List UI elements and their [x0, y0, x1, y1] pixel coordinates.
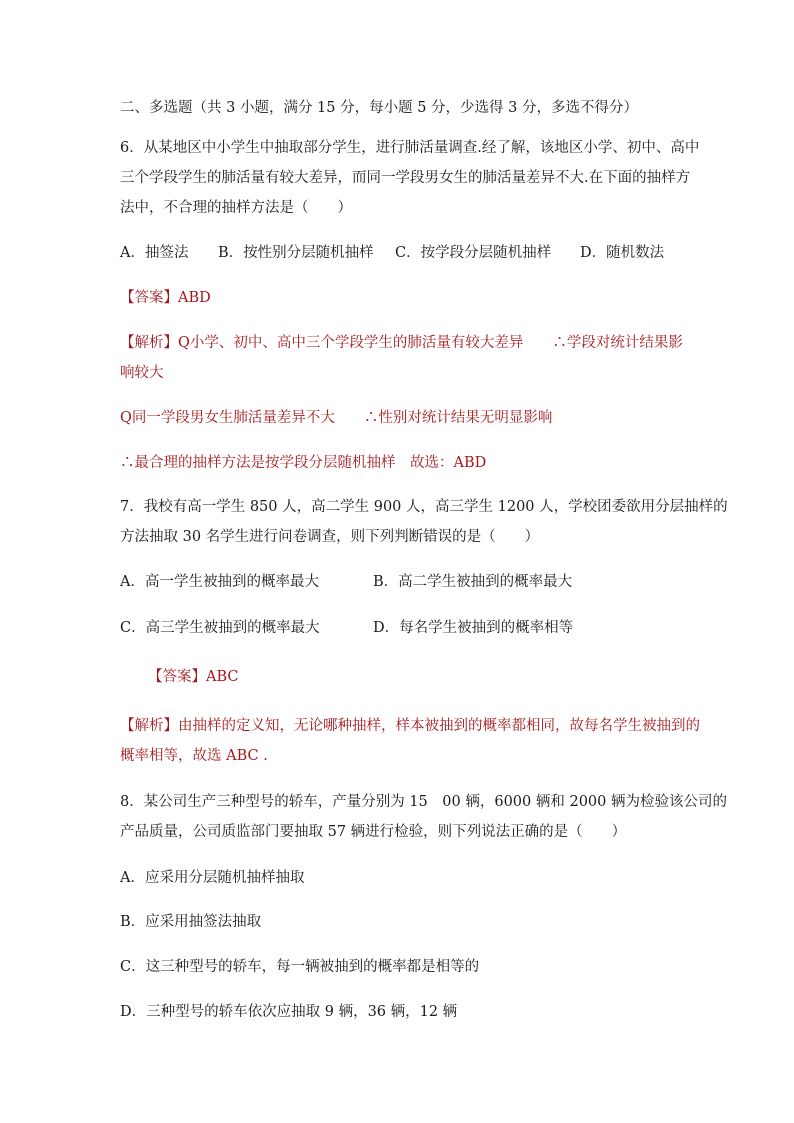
q6-analysis-line3: Q同一学段男女生肺活量差异不大 ∴性别对统计结果无明显影响: [120, 410, 553, 426]
q6-analysis-line1: 【解析】Q小学、初中、高中三个学段学生的肺活量有较大差异 ∴学段对统计结果影: [120, 335, 683, 351]
q7-option-c: C．高三学生被抽到的概率最大: [120, 620, 320, 636]
q6-option-d: D．随机数法: [580, 245, 665, 261]
q6-option-a: A．抽签法: [120, 245, 189, 261]
q6-stem-line2: 三个学段学生的肺活量有较大差异，而同一学段男女生的肺活量差异不大.在下面的抽样方: [120, 170, 691, 186]
q6-option-c: C．按学段分层随机抽样: [395, 245, 552, 261]
q6-stem-line3: 法中，不合理的抽样方法是（ ）: [120, 200, 352, 216]
q7-stem-line1: 7．我校有高一学生 850 人，高二学生 900 人，高三学生 1200 人，学校团委欲用分层抽样的: [120, 499, 728, 515]
q6-stem-line1: 6．从某地区中小学生中抽取部分学生，进行肺活量调查.经了解，该地区小学、初中、高中: [120, 140, 700, 156]
q8-option-d: D．三种型号的轿车依次应抽取 9 辆，36 辆，12 辆: [120, 1004, 458, 1020]
q8-stem-line2: 产品质量，公司质监部门要抽取 57 辆进行检验，则下列说法正确的是（ ）: [120, 824, 627, 840]
q7-option-b: B．高二学生被抽到的概率最大: [373, 574, 573, 590]
q8-stem-line1: 8．某公司生产三种型号的轿车，产量分别为 15 00 辆，6000 辆和 2000 辆为检验该公司的: [120, 794, 727, 810]
q8-option-c: C．这三种型号的轿车，每一辆被抽到的概率都是相等的: [120, 959, 480, 975]
section-heading: 二、多选题（共 3 小题，满分 15 分，每小题 5 分，少选得 3 分，多选不得分）: [120, 100, 638, 116]
q6-analysis-line2: 响较大: [120, 365, 164, 381]
q6-answer: 【答案】ABD: [120, 290, 211, 306]
q8-option-b: B．应采用抽签法抽取: [120, 914, 262, 930]
q7-analysis-line2: 概率相等，故选 ABC .: [120, 748, 268, 764]
q6-analysis-line4: ∴最合理的抽样方法是按学段分层随机抽样 故选：ABD: [120, 455, 487, 471]
q7-option-a: A．高一学生被抽到的概率最大: [120, 574, 319, 590]
q7-answer: 【答案】ABC: [148, 669, 239, 685]
q7-analysis-line1: 【解析】由抽样的定义知，无论哪种抽样，样本被抽到的概率都相同，故每名学生被抽到的: [120, 718, 700, 734]
q8-option-a: A．应采用分层随机抽样抽取: [120, 870, 305, 886]
q6-option-b: B．按性别分层随机抽样: [218, 245, 374, 261]
q7-option-d: D．每名学生被抽到的概率相等: [373, 620, 574, 636]
q7-stem-line2: 方法抽取 30 名学生进行问卷调查，则下列判断错误的是（ ）: [120, 529, 540, 545]
